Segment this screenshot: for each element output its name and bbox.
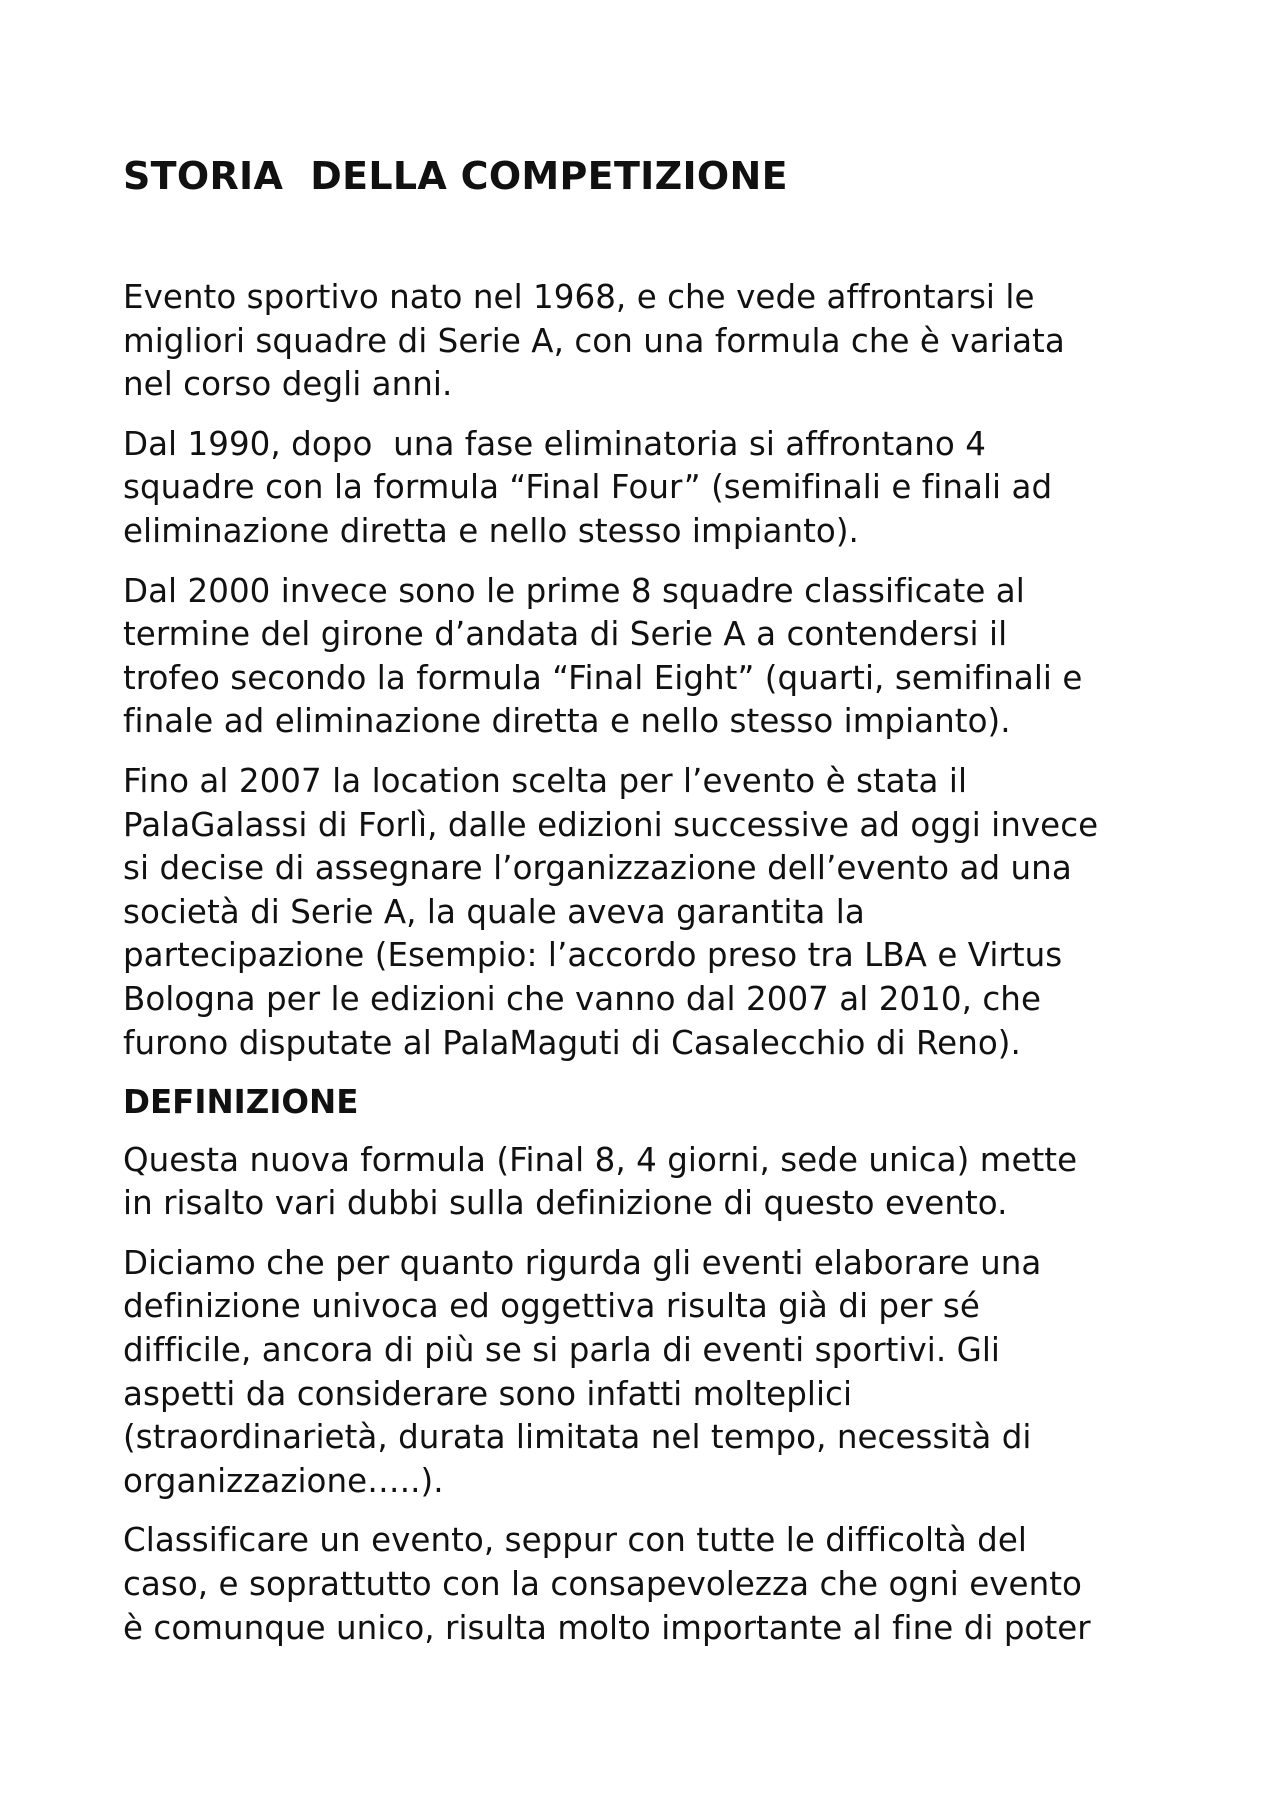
text-line: trofeo secondo la formula “Final Eight” (quarti, semifinali e	[123, 658, 1083, 697]
text-line: difficile, ancora di più se si parla di eventi sportivi. Gli	[123, 1331, 1001, 1370]
text-line: termine del girone d’andata di Serie A a contendersi il	[123, 615, 1008, 654]
text-line: Classificare un evento, seppur con tutte le difficoltà del	[123, 1521, 1027, 1560]
text-line: Diciamo che per quanto rigurda gli eventi elaborare una	[123, 1243, 1042, 1282]
paragraph-final-eight	[123, 570, 1173, 744]
text-line: è comunque unico, risulta molto importante al fine di poter	[123, 1608, 1091, 1647]
text-line: Questa nuova formula (Final 8, 4 giorni, sede unica) mette	[123, 1140, 1078, 1179]
text-line: Bologna per le edizioni che vanno dal 2007 al 2010, che	[123, 979, 1041, 1018]
text-line: squadre con la formula “Final Four” (semifinali e finali ad	[123, 468, 1053, 507]
paragraph-classification	[123, 1519, 1173, 1650]
text-line: in risalto vari dubbi sulla definizione di questo evento.	[123, 1184, 1008, 1223]
document-title: STORIA DELLA COMPETIZIONE	[123, 154, 788, 198]
text-line: PalaGalassi di Forlì, dalle edizioni successive ad oggi invece	[123, 805, 1099, 844]
text-line: società di Serie A, la quale aveva garantita la	[123, 892, 865, 931]
paragraph-final-four	[123, 423, 1173, 554]
text-line: si decise di assegnare l’organizzazione dell’evento ad una	[123, 849, 1072, 888]
paragraph-location	[123, 760, 1173, 1065]
text-line: definizione univoca ed oggettiva risulta già di per sé	[123, 1287, 980, 1326]
text-line: aspetti da considerare sono infatti molteplici	[123, 1374, 853, 1413]
text-line: (straordinarietà, durata limitata nel tempo, necessità di	[123, 1418, 1032, 1457]
text-line: caso, e soprattutto con la consapevolezza che ogni evento	[123, 1565, 1082, 1604]
text-line: furono disputate al PalaMaguti di Casalecchio di Reno).	[123, 1023, 1021, 1062]
text-line: eliminazione diretta e nello stesso impianto).	[123, 511, 859, 550]
section-heading-definizione: DEFINIZIONE	[123, 1083, 359, 1122]
text-line: nel corso degli anni.	[123, 365, 453, 404]
paragraph-event-definition	[123, 1242, 1173, 1504]
document-page	[123, 154, 1173, 1650]
paragraph-new-formula	[123, 1139, 1173, 1226]
text-line: organizzazione…..).	[123, 1461, 444, 1500]
text-line: finale ad eliminazione diretta e nello stesso impianto).	[123, 702, 1011, 741]
text-line: partecipazione (Esempio: l’accordo preso tra LBA e Virtus	[123, 936, 1063, 975]
text-line: Fino al 2007 la location scelta per l’evento è stata il	[123, 761, 968, 800]
paragraph-origin	[123, 276, 1173, 407]
text-line: Dal 2000 invece sono le prime 8 squadre classificate al	[123, 571, 1025, 610]
text-line: Evento sportivo nato nel 1968, e che vede affrontarsi le	[123, 278, 1035, 316]
text-line: Dal 1990, dopo una fase eliminatoria si affrontano 4	[123, 424, 986, 463]
text-line: migliori squadre di Serie A, con una formula che è variata	[123, 321, 1065, 360]
